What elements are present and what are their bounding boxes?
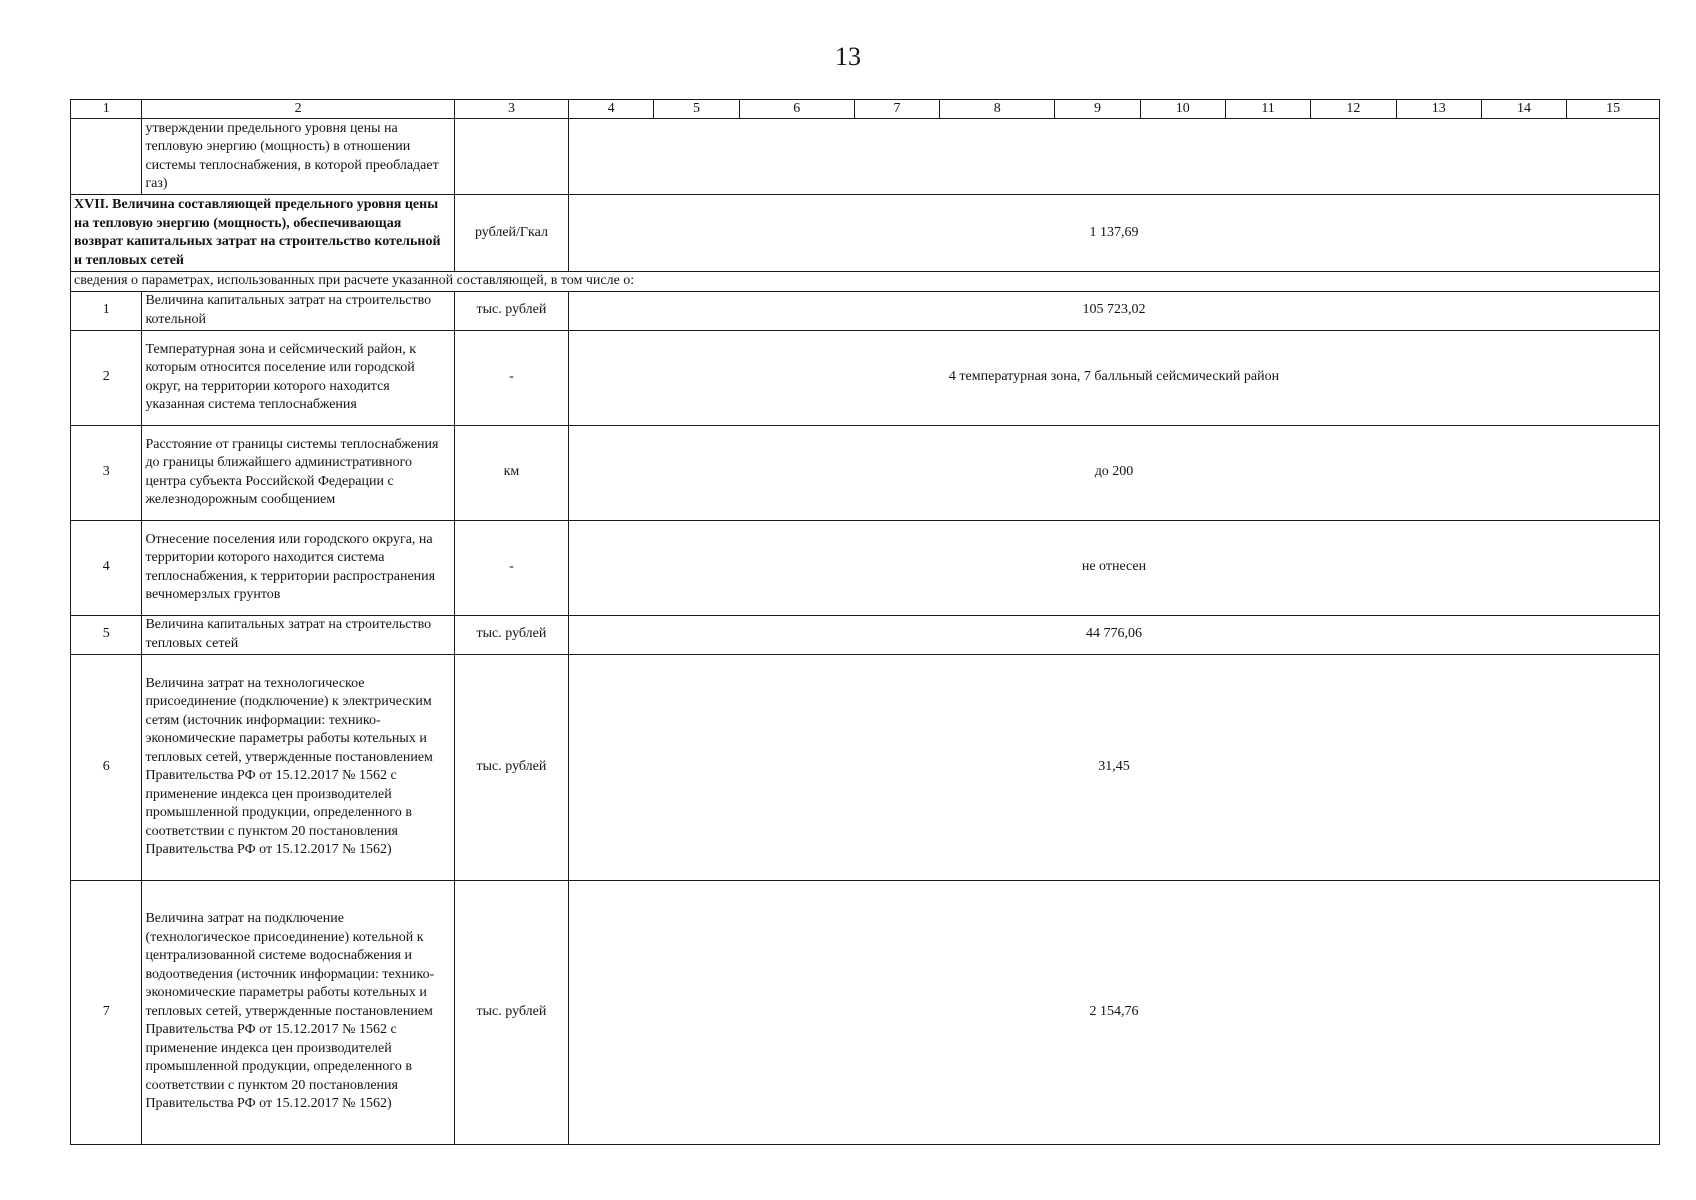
column-number: 6 (739, 100, 854, 119)
column-number: 9 (1055, 100, 1140, 119)
column-number: 11 (1225, 100, 1310, 119)
row-unit: - (454, 330, 568, 425)
row-number-cell (71, 119, 142, 195)
row-description: Величина затрат на технологическое присоединение (подключение) к электрическим сетям (источник информации: технико-экономические параметры работы котельных и тепловых сетей, утвержденные постановлением Правительства РФ от 15.12.2017 № 1562 с применение индекса цен производителей промышленной продукции, определенного в соответствии с пунктом 20 постановления Правительства РФ от 15.12.2017 № 1562) (142, 654, 454, 880)
row-number: 3 (71, 425, 142, 520)
column-number-row (71, 100, 1660, 119)
row-description: Величина затрат на подключение (технологическое присоединение) котельной к централизованной системе водоснабжения и водоотведения (источник информации: технико-экономические параметры работы котельных и тепловых сетей, утвержденные постановлением Правительства РФ от 15.12.2017 № 1562 с применение индекса цен производителей промышленной продукции, определенного в соответствии с пунктом 20 постановления Правительства РФ от 15.12.2017 № 1562) (142, 880, 454, 1144)
params-note: сведения о параметрах, использованных при расчете указанной составляющей, в том числе о: (71, 272, 1660, 292)
section-xvii-row (71, 195, 1660, 272)
row-description: Величина капитальных затрат на строительство котельной (142, 291, 454, 330)
row-number: 6 (71, 654, 142, 880)
row-value: до 200 (569, 425, 1660, 520)
column-number: 2 (142, 100, 454, 119)
column-number: 15 (1567, 100, 1660, 119)
column-number: 8 (940, 100, 1055, 119)
row-value: не отнесен (569, 520, 1660, 615)
section-xvii-value: 1 137,69 (569, 195, 1660, 272)
row-number: 7 (71, 880, 142, 1144)
column-number: 7 (854, 100, 939, 119)
column-number: 1 (71, 100, 142, 119)
row-number: 5 (71, 615, 142, 654)
row-value: 4 температурная зона, 7 балльный сейсмический район (569, 330, 1660, 425)
section-xvii-title: XVII. Величина составляющей предельного уровня цены на тепловую энергию (мощность), обеспечивающая возврат капитальных затрат на строительство котельной и тепловых сетей (71, 195, 455, 272)
row-unit-cell (454, 119, 568, 195)
table-row (71, 330, 1660, 425)
row-unit: тыс. рублей (454, 291, 568, 330)
params-note-row (71, 272, 1660, 292)
row-description: Температурная зона и сейсмический район, к которым относится поселение или городской округ, на территории которого находится указанная система теплоснабжения (142, 330, 454, 425)
table-row (71, 291, 1660, 330)
row-unit: тыс. рублей (454, 654, 568, 880)
table-row (71, 615, 1660, 654)
row-value: 31,45 (569, 654, 1660, 880)
row-number: 1 (71, 291, 142, 330)
continued-row (71, 119, 1660, 195)
row-description: Расстояние от границы системы теплоснабжения до границы ближайшего административного центра субъекта Российской Федерации с железнодорожным сообщением (142, 425, 454, 520)
row-value: 2 154,76 (569, 880, 1660, 1144)
page-number: 13 (835, 42, 861, 71)
column-number: 3 (454, 100, 568, 119)
row-unit: - (454, 520, 568, 615)
row-value-cell (569, 119, 1660, 195)
table-row (71, 880, 1660, 1144)
row-unit: тыс. рублей (454, 615, 568, 654)
row-value: 105 723,02 (569, 291, 1660, 330)
row-unit: км (454, 425, 568, 520)
column-number: 10 (1140, 100, 1225, 119)
row-description: Отнесение поселения или городского округа, на территории которого находится система теплоснабжения, к территории распространения вечномерзлых грунтов (142, 520, 454, 615)
column-number: 4 (569, 100, 654, 119)
row-description: утверждении предельного уровня цены на тепловую энергию (мощность) в отношении системы теплоснабжения, в которой преобладает газ) (142, 119, 454, 195)
section-xvii-unit: рублей/Гкал (454, 195, 568, 272)
table-row (71, 520, 1660, 615)
table-row (71, 425, 1660, 520)
column-number: 5 (654, 100, 739, 119)
row-number: 2 (71, 330, 142, 425)
column-number: 13 (1396, 100, 1481, 119)
row-number: 4 (71, 520, 142, 615)
row-description: Величина капитальных затрат на строительство тепловых сетей (142, 615, 454, 654)
tariff-table (70, 99, 1660, 1145)
row-value: 44 776,06 (569, 615, 1660, 654)
row-unit: тыс. рублей (454, 880, 568, 1144)
column-number: 12 (1311, 100, 1396, 119)
column-number: 14 (1481, 100, 1566, 119)
table-row (71, 654, 1660, 880)
